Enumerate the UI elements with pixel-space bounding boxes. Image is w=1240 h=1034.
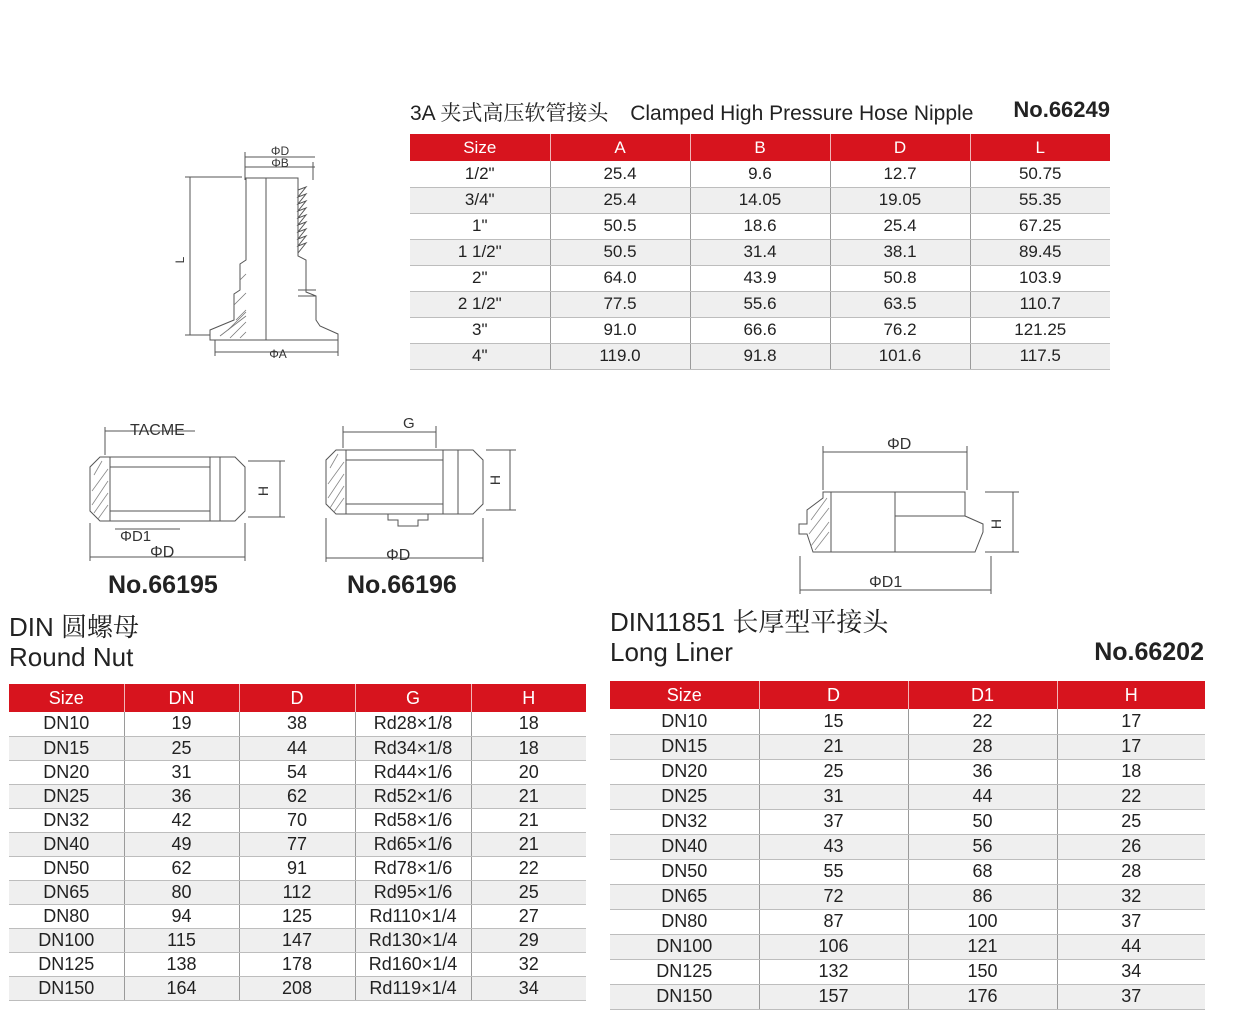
table-cell: 121: [908, 934, 1057, 959]
label-h: H: [255, 485, 271, 497]
table-row: [9, 856, 586, 880]
table-cell: DN40: [610, 834, 759, 859]
label-phi-d: ΦD: [270, 144, 290, 158]
table-cell: DN125: [9, 952, 124, 976]
column-header: H: [471, 684, 586, 712]
round-nut-number-b: No.66196: [347, 571, 457, 599]
table-row: [610, 734, 1205, 759]
table-cell: 164: [124, 976, 239, 1000]
table-cell: 1": [410, 213, 550, 239]
long-liner-title-cn: DIN11851 长厚型平接头: [610, 607, 889, 637]
table-cell: Rd58×1/6: [355, 808, 471, 832]
table-cell: 26: [1057, 834, 1205, 859]
table-cell: 62: [239, 784, 355, 808]
table-cell: 63.5: [830, 291, 970, 317]
label-phi-d: ΦD: [386, 547, 411, 564]
table-cell: 70: [239, 808, 355, 832]
round-nut-title: [9, 612, 139, 672]
table-cell: DN40: [9, 832, 124, 856]
table-cell: 50.5: [550, 213, 690, 239]
table-cell: 12.7: [830, 161, 970, 187]
table-cell: 55: [759, 859, 908, 884]
table-cell: 103.9: [970, 265, 1110, 291]
table-cell: DN100: [9, 928, 124, 952]
table-cell: 138: [124, 952, 239, 976]
table-cell: DN32: [610, 809, 759, 834]
table-cell: 27: [471, 904, 586, 928]
label-l: L: [173, 256, 187, 264]
table-cell: 18: [471, 712, 586, 736]
table-cell: 15: [759, 709, 908, 734]
table-header-row: [410, 134, 1110, 161]
round-nut-drawing-66196: [318, 410, 528, 570]
table-row: [9, 760, 586, 784]
label-tacme: TACME: [130, 422, 185, 439]
table-cell: Rd160×1/4: [355, 952, 471, 976]
table-cell: 14.05: [690, 187, 830, 213]
table-row: [410, 291, 1110, 317]
table-cell: 44: [1057, 934, 1205, 959]
table-cell: 25.4: [550, 161, 690, 187]
table-cell: Rd110×1/4: [355, 904, 471, 928]
long-liner-drawing: [795, 430, 1025, 595]
table-cell: 21: [759, 734, 908, 759]
table-cell: 2": [410, 265, 550, 291]
table-cell: 67.25: [970, 213, 1110, 239]
table-cell: 38.1: [830, 239, 970, 265]
table-cell: 22: [1057, 784, 1205, 809]
table-cell: Rd78×1/6: [355, 856, 471, 880]
label-h: H: [988, 518, 1004, 530]
table-cell: 44: [239, 736, 355, 760]
table-row: [610, 884, 1205, 909]
table-cell: 18: [471, 736, 586, 760]
table-cell: 32: [471, 952, 586, 976]
table-cell: 3": [410, 317, 550, 343]
long-liner-title-en: Long Liner: [610, 637, 733, 667]
table-cell: 50.5: [550, 239, 690, 265]
table-cell: 208: [239, 976, 355, 1000]
table-cell: 29: [471, 928, 586, 952]
table-row: [610, 784, 1205, 809]
table-cell: 37: [1057, 984, 1205, 1009]
table-cell: 17: [1057, 709, 1205, 734]
column-header: Size: [9, 684, 124, 712]
table-cell: DN10: [610, 709, 759, 734]
table-cell: 38: [239, 712, 355, 736]
table-cell: Rd95×1/6: [355, 880, 471, 904]
table-cell: DN20: [9, 760, 124, 784]
table-cell: 25.4: [830, 213, 970, 239]
table-cell: 89.45: [970, 239, 1110, 265]
table-cell: DN65: [9, 880, 124, 904]
hose-nipple-title-en: Clamped High Pressure Hose Nipple: [630, 102, 974, 125]
round-nut-number-a: No.66195: [108, 571, 218, 599]
table-cell: 64.0: [550, 265, 690, 291]
hose-nipple-table: [410, 134, 1110, 370]
table-cell: 34: [471, 976, 586, 1000]
table-cell: DN125: [610, 959, 759, 984]
table-cell: 9.6: [690, 161, 830, 187]
table-cell: 115: [124, 928, 239, 952]
column-header: DN: [124, 684, 239, 712]
label-g: G: [403, 415, 415, 432]
table-cell: DN25: [9, 784, 124, 808]
table-cell: 56: [908, 834, 1057, 859]
table-cell: DN150: [9, 976, 124, 1000]
label-phi-d1: ΦD1: [869, 574, 903, 591]
hose-nipple-title-cn: 3A 夹式高压软管接头: [410, 102, 609, 125]
column-header: H: [1057, 681, 1205, 709]
table-row: [9, 904, 586, 928]
table-row: [410, 239, 1110, 265]
table-cell: 49: [124, 832, 239, 856]
table-cell: 50.75: [970, 161, 1110, 187]
label-h: H: [487, 474, 503, 486]
table-cell: Rd44×1/6: [355, 760, 471, 784]
column-header: D: [239, 684, 355, 712]
hose-nipple-number: No.66249: [1013, 97, 1110, 122]
table-cell: DN15: [9, 736, 124, 760]
table-row: [410, 187, 1110, 213]
table-cell: Rd34×1/8: [355, 736, 471, 760]
table-cell: Rd28×1/8: [355, 712, 471, 736]
label-phi-d: ΦD: [150, 544, 175, 561]
table-row: [610, 934, 1205, 959]
table-cell: 1/2": [410, 161, 550, 187]
table-cell: DN80: [610, 909, 759, 934]
table-cell: 117.5: [970, 343, 1110, 369]
table-header-row: [610, 681, 1205, 709]
table-row: [610, 859, 1205, 884]
long-liner-number: No.66202: [1094, 638, 1204, 666]
table-cell: Rd65×1/6: [355, 832, 471, 856]
table-cell: DN32: [9, 808, 124, 832]
table-cell: 34: [1057, 959, 1205, 984]
table-cell: DN65: [610, 884, 759, 909]
table-row: [9, 952, 586, 976]
hose-nipple-title: [410, 97, 1110, 125]
table-row: [410, 265, 1110, 291]
table-cell: 54: [239, 760, 355, 784]
table-row: [410, 213, 1110, 239]
table-cell: DN20: [610, 759, 759, 784]
table-row: [410, 343, 1110, 369]
table-cell: 62: [124, 856, 239, 880]
label-phi-a: ΦA: [269, 347, 287, 361]
table-cell: 176: [908, 984, 1057, 1009]
table-cell: 91: [239, 856, 355, 880]
table-cell: DN25: [610, 784, 759, 809]
column-header: D: [759, 681, 908, 709]
table-row: [9, 736, 586, 760]
table-cell: 36: [124, 784, 239, 808]
label-phi-b: ΦB: [271, 156, 289, 170]
table-cell: 4": [410, 343, 550, 369]
table-cell: 25: [759, 759, 908, 784]
table-cell: 76.2: [830, 317, 970, 343]
column-header: D1: [908, 681, 1057, 709]
round-nut-title-en: Round Nut: [9, 642, 134, 672]
table-cell: 72: [759, 884, 908, 909]
label-phi-d1: ΦD1: [120, 528, 152, 545]
table-cell: 86: [908, 884, 1057, 909]
column-header: D: [830, 134, 970, 161]
table-cell: 17: [1057, 734, 1205, 759]
table-cell: Rd119×1/4: [355, 976, 471, 1000]
table-cell: 1 1/2": [410, 239, 550, 265]
table-cell: 157: [759, 984, 908, 1009]
table-cell: 36: [908, 759, 1057, 784]
column-header: B: [690, 134, 830, 161]
table-cell: 44: [908, 784, 1057, 809]
table-row: [9, 880, 586, 904]
table-row: [9, 712, 586, 736]
table-cell: 25: [1057, 809, 1205, 834]
table-row: [9, 928, 586, 952]
table-cell: 28: [1057, 859, 1205, 884]
round-nut-drawing-66195: [80, 415, 290, 575]
table-cell: 50.8: [830, 265, 970, 291]
table-cell: 37: [759, 809, 908, 834]
table-cell: 19: [124, 712, 239, 736]
table-row: [410, 161, 1110, 187]
table-cell: 125: [239, 904, 355, 928]
table-cell: DN15: [610, 734, 759, 759]
round-nut-title-cn: DIN 圆螺母: [9, 612, 140, 642]
hose-nipple-drawing: [170, 140, 350, 365]
table-cell: 119.0: [550, 343, 690, 369]
long-liner-title: [610, 607, 888, 667]
table-row: [610, 959, 1205, 984]
table-cell: 21: [471, 784, 586, 808]
table-cell: 22: [908, 709, 1057, 734]
table-cell: 91.0: [550, 317, 690, 343]
table-cell: DN50: [9, 856, 124, 880]
table-cell: 31.4: [690, 239, 830, 265]
round-nut-table: [9, 684, 586, 1001]
table-cell: 20: [471, 760, 586, 784]
table-cell: 31: [759, 784, 908, 809]
table-cell: 31: [124, 760, 239, 784]
table-cell: 87: [759, 909, 908, 934]
table-row: [410, 317, 1110, 343]
table-cell: 68: [908, 859, 1057, 884]
table-cell: 110.7: [970, 291, 1110, 317]
table-row: [610, 909, 1205, 934]
table-cell: 43.9: [690, 265, 830, 291]
table-cell: Rd130×1/4: [355, 928, 471, 952]
table-cell: 132: [759, 959, 908, 984]
table-cell: 25.4: [550, 187, 690, 213]
table-header-row: [9, 684, 586, 712]
table-row: [610, 759, 1205, 784]
table-cell: 94: [124, 904, 239, 928]
table-cell: 25: [124, 736, 239, 760]
table-cell: 42: [124, 808, 239, 832]
table-cell: 106: [759, 934, 908, 959]
table-cell: 18.6: [690, 213, 830, 239]
table-cell: 112: [239, 880, 355, 904]
column-header: L: [970, 134, 1110, 161]
label-phi-d: ΦD: [887, 436, 912, 453]
table-cell: 121.25: [970, 317, 1110, 343]
table-cell: 3/4": [410, 187, 550, 213]
table-cell: 25: [471, 880, 586, 904]
table-cell: 50: [908, 809, 1057, 834]
table-row: [610, 834, 1205, 859]
table-cell: 100: [908, 909, 1057, 934]
table-cell: 80: [124, 880, 239, 904]
table-cell: 66.6: [690, 317, 830, 343]
table-cell: DN100: [610, 934, 759, 959]
table-row: [9, 784, 586, 808]
table-row: [9, 832, 586, 856]
table-cell: Rd52×1/6: [355, 784, 471, 808]
column-header: Size: [610, 681, 759, 709]
table-cell: 28: [908, 734, 1057, 759]
table-cell: 55.35: [970, 187, 1110, 213]
table-cell: 32: [1057, 884, 1205, 909]
table-cell: 43: [759, 834, 908, 859]
table-cell: 77.5: [550, 291, 690, 317]
table-cell: 2 1/2": [410, 291, 550, 317]
table-cell: DN150: [610, 984, 759, 1009]
long-liner-table: [610, 681, 1205, 1010]
table-cell: 77: [239, 832, 355, 856]
column-header: G: [355, 684, 471, 712]
table-row: [9, 976, 586, 1000]
table-cell: 22: [471, 856, 586, 880]
table-cell: 18: [1057, 759, 1205, 784]
table-cell: 19.05: [830, 187, 970, 213]
table-cell: 150: [908, 959, 1057, 984]
table-cell: DN80: [9, 904, 124, 928]
table-cell: 37: [1057, 909, 1205, 934]
column-header: A: [550, 134, 690, 161]
table-cell: 147: [239, 928, 355, 952]
table-row: [610, 709, 1205, 734]
table-cell: 21: [471, 832, 586, 856]
table-cell: 55.6: [690, 291, 830, 317]
table-row: [610, 809, 1205, 834]
column-header: Size: [410, 134, 550, 161]
table-cell: 101.6: [830, 343, 970, 369]
table-row: [9, 808, 586, 832]
table-cell: DN50: [610, 859, 759, 884]
table-cell: 21: [471, 808, 586, 832]
table-cell: 178: [239, 952, 355, 976]
table-cell: 91.8: [690, 343, 830, 369]
table-cell: DN10: [9, 712, 124, 736]
table-row: [610, 984, 1205, 1009]
